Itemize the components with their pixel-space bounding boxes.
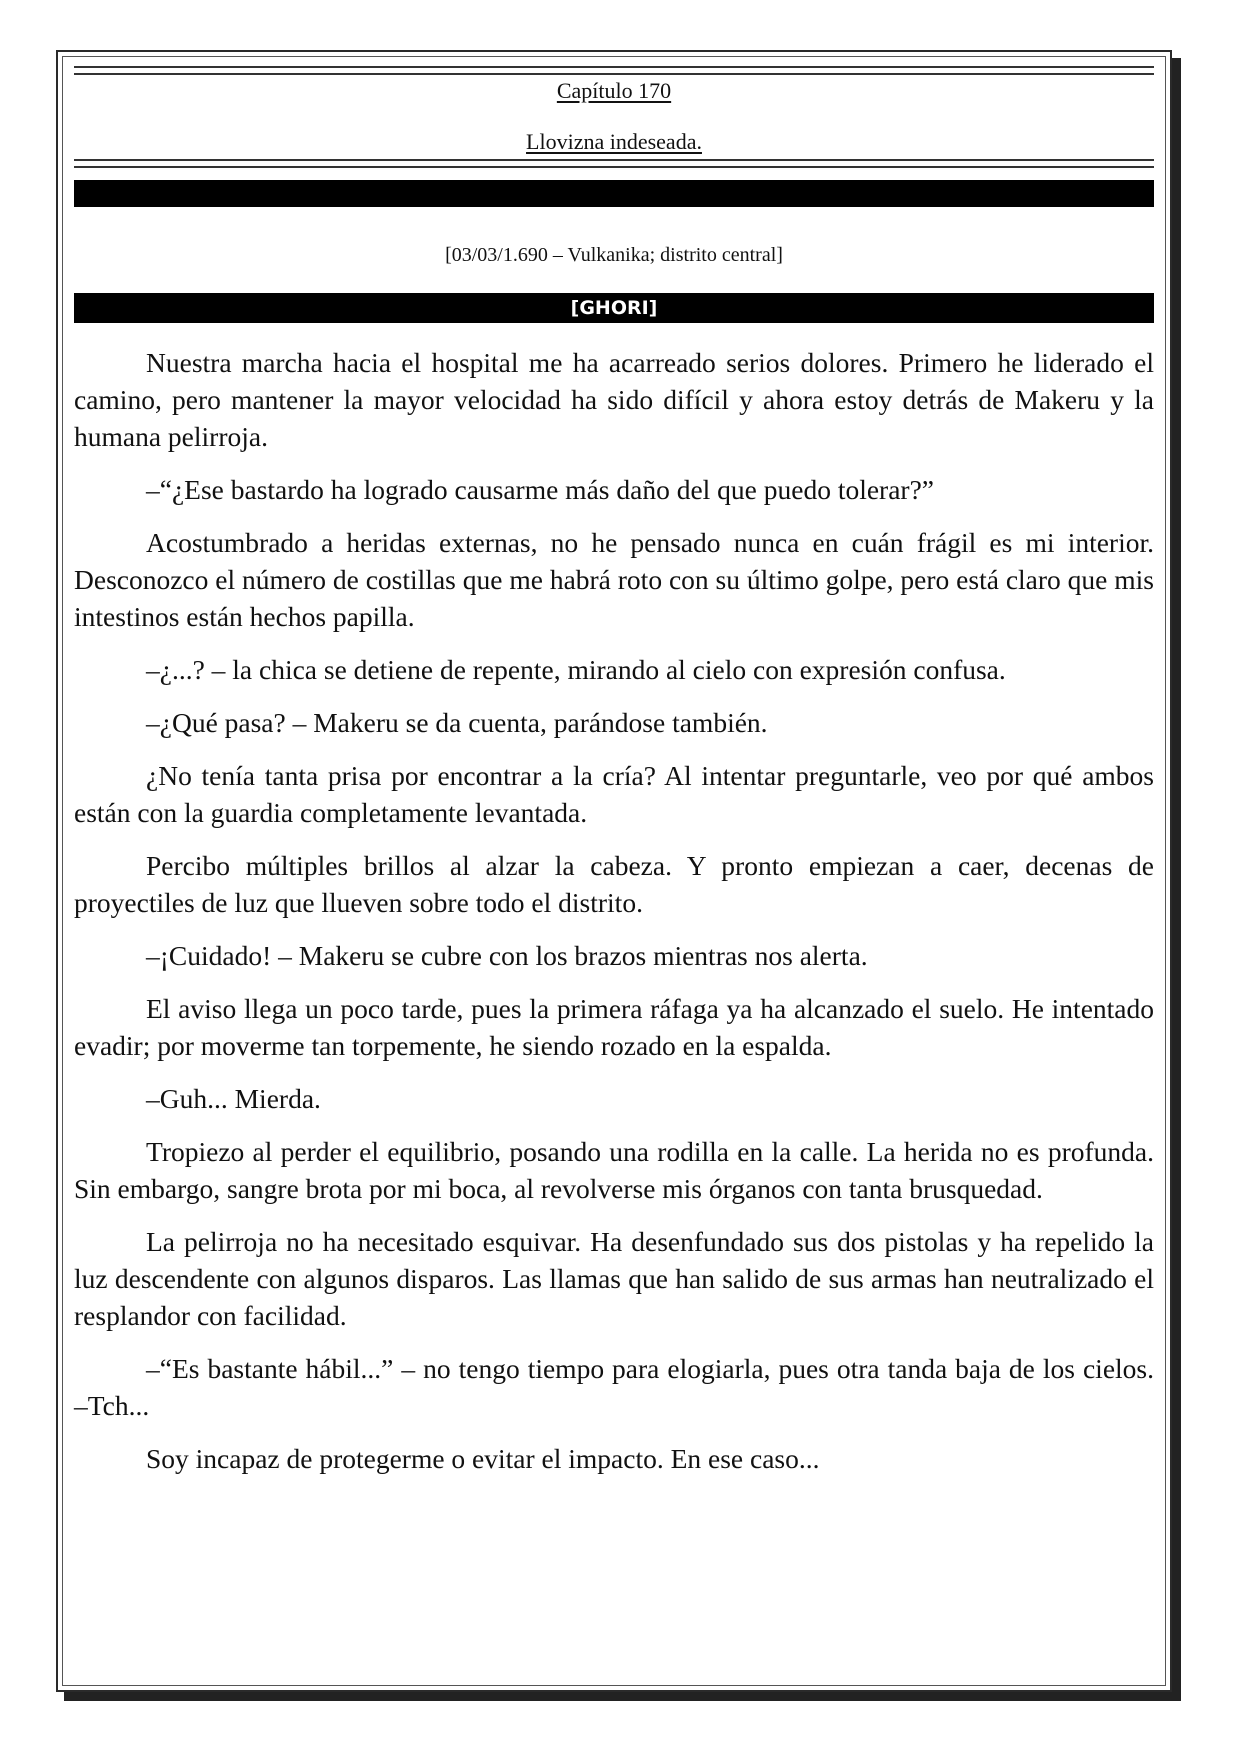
chapter-title: Llovizna indeseada. — [526, 129, 702, 154]
pov-character-banner: [GHORI] — [74, 293, 1154, 323]
paragraph: –Guh... Mierda. — [146, 1083, 321, 1114]
paragraph: Tropiezo al perder el equilibrio, posando una rodilla en la calle. La herida no es profunda. Sin embargo, sangre brota por mi boca, al revolverse mis órganos con tanta brusquedad. — [74, 1136, 1154, 1204]
paragraph: ¿No tenía tanta prisa por encontrar a la cría? Al intentar preguntarle, veo por qué ambos están con la guardia completamente levantada. — [74, 760, 1154, 828]
paragraph: Acostumbrado a heridas externas, no he pensado nunca en cuán frágil es mi interior. Desconozco el número de costillas que me habrá roto con su último golpe, pero está claro que mis intestinos están hechos papilla. — [74, 527, 1154, 632]
paragraph: –“Es bastante hábil...” – no tengo tiempo para elogiarla, pues otra tanda baja de los cielos. –Tch... — [74, 1353, 1154, 1421]
top-double-rule — [74, 66, 1154, 75]
paragraph: Soy incapaz de protegerme o evitar el impacto. En ese caso... — [146, 1443, 820, 1474]
paragraph: Nuestra marcha hacia el hospital me ha acarreado serios dolores. Primero he liderado el camino, pero mantener la mayor velocidad ha sido difícil y ahora estoy detrás de Makeru y la humana pelirroja. — [74, 347, 1154, 452]
chapter-body — [74, 344, 1154, 1493]
paragraph: –¿...? – la chica se detiene de repente, mirando al cielo con expresión confusa. — [146, 654, 1006, 685]
page-frame — [56, 50, 1172, 1692]
section-divider-bar — [74, 180, 1154, 207]
scene-date-location: [03/03/1.690 – Vulkanika; distrito central] — [445, 244, 783, 266]
bottom-double-rule — [74, 159, 1154, 168]
chapter-number: Capítulo 170 — [556, 78, 672, 103]
paragraph: –¿Qué pasa? – Makeru se da cuenta, parándose también. — [146, 707, 768, 738]
paragraph: –¡Cuidado! – Makeru se cubre con los brazos mientras nos alerta. — [146, 940, 868, 971]
paragraph: El aviso llega un poco tarde, pues la primera ráfaga ya ha alcanzado el suelo. He intentado evadir; por moverme tan torpemente, he siendo rozado en la espalda. — [74, 993, 1154, 1061]
paragraph: La pelirroja no ha necesitado esquivar. Ha desenfundado sus dos pistolas y ha repelido la luz descendente con algunos disparos. Las llamas que han salido de sus armas han neutralizado el resplandor con facilidad. — [74, 1226, 1154, 1331]
paragraph: –“¿Ese bastardo ha logrado causarme más daño del que puedo tolerar?” — [146, 474, 934, 505]
paragraph: Percibo múltiples brillos al alzar la cabeza. Y pronto empiezan a caer, decenas de proyectiles de luz que llueven sobre todo el distrito. — [74, 850, 1154, 918]
